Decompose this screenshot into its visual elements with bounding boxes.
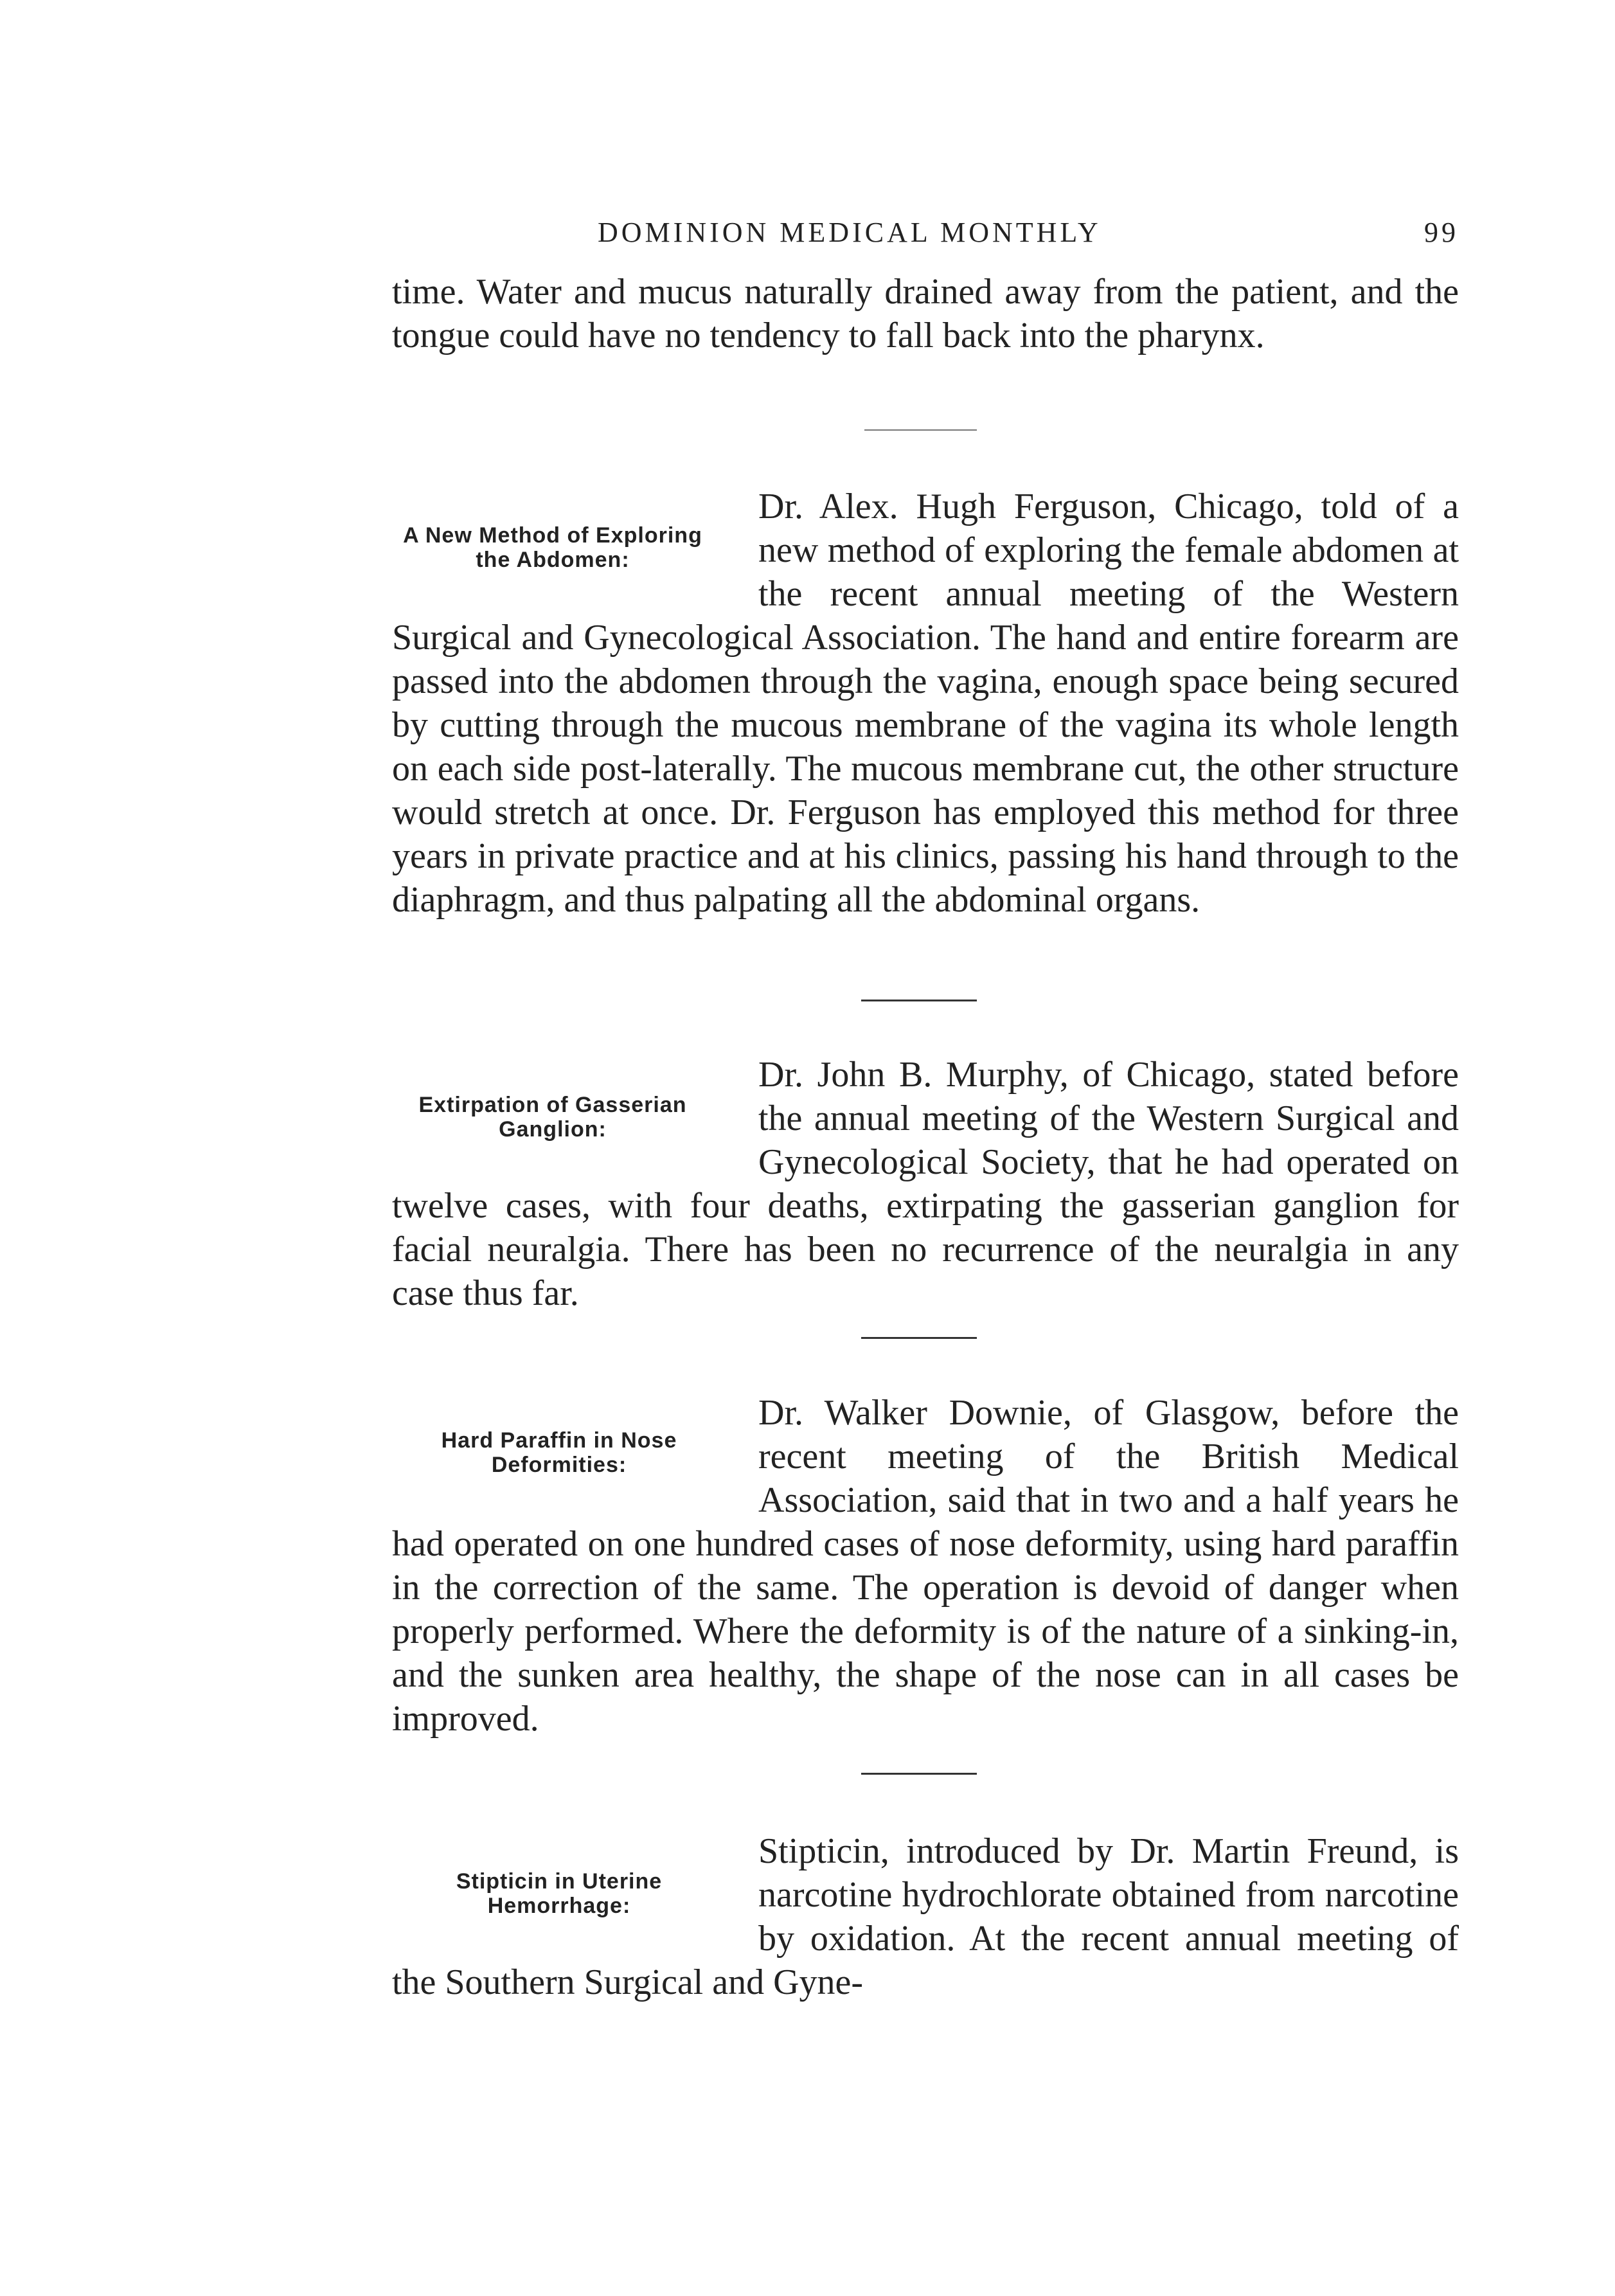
section-divider xyxy=(861,1000,977,1001)
article-body: Stipticin, introduced by Dr. Martin Freund, is narcotine hydrochlorate obtained from narcotine by oxidation. At the recent annual meeting of the Southern Surgical and Gyne- xyxy=(392,1831,1459,2002)
section-divider xyxy=(864,429,977,431)
section-divider xyxy=(861,1773,977,1775)
side-heading: Stipticin in Uterine Hemorrhage: xyxy=(456,1869,663,1918)
section-divider xyxy=(861,1337,977,1339)
side-heading: Extirpation of Gasserian Ganglion: xyxy=(418,1093,687,1142)
article-body: Dr. Walker Downie, of Glasgow, before the recent meeting of the British Medical Association, said that in two and a half years he had operated on one hundred cases of nose deformity, using hard paraffin in the correction of the same. The operation is devoid of danger when properly performed. Where the deformity is of the nature of a sinking-in, and the sunken area healthy, the shape of the nose can in all cases be improved. xyxy=(392,1393,1459,1739)
side-heading: Hard Paraffin in Nose Deformities: xyxy=(441,1428,677,1477)
page-number: 99 xyxy=(1424,217,1459,248)
intro-paragraph: time. Water and mucus naturally drained away from the patient, and the tongue could have no tendency to fall back into the pharynx. xyxy=(392,272,1459,355)
running-header xyxy=(392,210,1459,255)
running-title: DOMINION MEDICAL MONTHLY xyxy=(598,217,1102,248)
article-body: Dr. John B. Murphy, of Chicago, stated before the annual meeting of the Western Surgical and Gynecological Society, that he had operated on twelve cases, with four deaths, extirpating the gasserian ganglion for facial neuralgia. There has been no recurrence of the neuralgia in any case thus far. xyxy=(392,1055,1459,1313)
article-body: Dr. Alex. Hugh Ferguson, Chicago, told of a new method of exploring the female abdomen at the recent annual meeting of the Western Surgical and Gynecological Association. The hand and entire forearm are passed into the abdomen through the vagina, enough space being secured by cutting through the mucous membrane of the vagina its whole length on each side post-laterally. The mucous membrane cut, the other structure would stretch at once. Dr. Ferguson has employed this method for three years in private practice and at his clinics, passing his hand through to the diaphragm, and thus palpating all the abdominal organs. xyxy=(392,487,1459,920)
side-heading: A New Method of Exploring the Abdomen: xyxy=(403,523,702,572)
